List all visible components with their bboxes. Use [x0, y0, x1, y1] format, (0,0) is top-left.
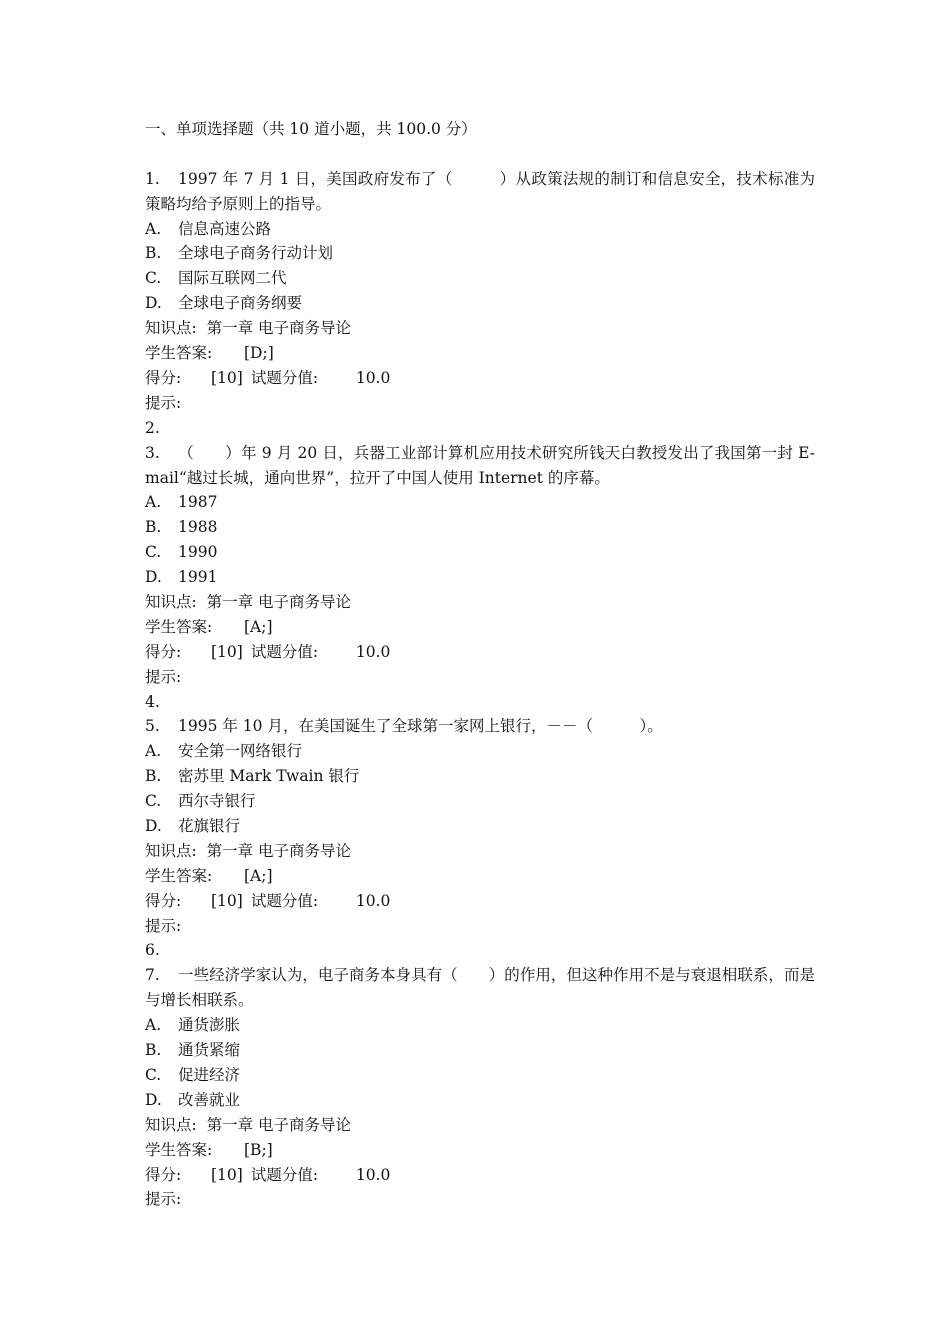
- knowledge-value: 第一章 电子商务导论: [206, 319, 352, 338]
- option-b: [145, 515, 815, 540]
- knowledge-label: 知识点:: [145, 592, 197, 611]
- student-answer: [145, 615, 815, 640]
- score-label: 得分:: [145, 368, 182, 387]
- option-c: [145, 540, 815, 565]
- next-question-number: 6.: [145, 941, 160, 960]
- option-letter: A.: [145, 219, 162, 238]
- option-text: 信息高速公路: [178, 219, 272, 238]
- option-text: 花旗银行: [178, 817, 241, 836]
- option-c: [145, 1063, 815, 1088]
- student-answer-value: [B;]: [244, 1140, 273, 1159]
- option-text: 密苏里 Mark Twain 银行: [178, 767, 360, 786]
- item-value: 10.0: [355, 642, 391, 661]
- option-b: [145, 764, 815, 789]
- option-c: [145, 789, 815, 814]
- option-c: [145, 266, 815, 291]
- option-text: 1990: [178, 543, 218, 562]
- option-letter: B.: [145, 518, 162, 537]
- question-number: 1.: [145, 169, 160, 188]
- option-text: 国际互联网二代: [178, 269, 287, 288]
- option-letter: B.: [145, 244, 162, 263]
- score-line: [145, 366, 815, 391]
- item-value: 10.0: [355, 368, 391, 387]
- option-letter: C.: [145, 269, 162, 288]
- student-answer-label: 学生答案:: [145, 866, 213, 885]
- option-letter: B.: [145, 1041, 162, 1060]
- student-answer-label: 学生答案:: [145, 617, 213, 636]
- document-page: [145, 117, 815, 1212]
- question-stem: [145, 714, 815, 739]
- question-text: 一些经济学家认为，电子商务本身具有（ ）的作用，但这种作用不是与衰退相联系，而是与增长相联系。: [145, 966, 815, 1010]
- option-letter: D.: [145, 1090, 162, 1109]
- option-text: 通货澎胀: [178, 1016, 241, 1035]
- option-letter: D.: [145, 294, 162, 313]
- item-value: 10.0: [355, 891, 391, 910]
- item-value-label: 试题分值:: [250, 1165, 319, 1184]
- student-answer-value: [A;]: [244, 866, 273, 885]
- option-a: [145, 217, 815, 242]
- score-line: [145, 889, 815, 914]
- hint-line: 提示:: [145, 667, 182, 686]
- question-block: [145, 441, 815, 715]
- score-line: [145, 640, 815, 665]
- knowledge-point: [145, 316, 815, 341]
- question-number: 3.: [145, 443, 160, 462]
- option-text: 西尔寺银行: [178, 792, 256, 811]
- option-letter: C.: [145, 543, 162, 562]
- score-value: [10]: [211, 368, 243, 387]
- question-stem: [145, 441, 815, 491]
- option-d: [145, 291, 815, 316]
- student-answer: [145, 864, 815, 889]
- question-text: 1997 年 7 月 1 日，美国政府发布了（ ）从政策法规的制订和信息安全，技术标准为策略均给予原则上的指导。: [145, 169, 815, 213]
- question-block: [145, 167, 815, 441]
- score-line: [145, 1163, 815, 1188]
- student-answer-label: 学生答案:: [145, 1140, 213, 1159]
- option-d: [145, 1088, 815, 1113]
- knowledge-point: [145, 1113, 815, 1138]
- option-a: [145, 739, 815, 764]
- option-letter: B.: [145, 767, 162, 786]
- next-question-number: 2.: [145, 418, 160, 437]
- option-b: [145, 241, 815, 266]
- next-question-number: 4.: [145, 692, 160, 711]
- knowledge-label: 知识点:: [145, 841, 197, 860]
- student-answer-label: 学生答案:: [145, 344, 213, 363]
- option-text: 1987: [178, 493, 218, 512]
- score-label: 得分:: [145, 642, 182, 661]
- question-block: [145, 963, 815, 1212]
- option-a: [145, 1013, 815, 1038]
- question-stem: [145, 963, 815, 1013]
- knowledge-point: [145, 590, 815, 615]
- option-text: 安全第一网络银行: [178, 742, 303, 761]
- knowledge-label: 知识点:: [145, 319, 197, 338]
- option-letter: D.: [145, 817, 162, 836]
- option-letter: C.: [145, 792, 162, 811]
- hint-line: 提示:: [145, 393, 182, 412]
- item-value-label: 试题分值:: [250, 368, 319, 387]
- knowledge-label: 知识点:: [145, 1115, 197, 1134]
- question-number: 5.: [145, 717, 160, 736]
- score-label: 得分:: [145, 1165, 182, 1184]
- item-value-label: 试题分值:: [250, 891, 319, 910]
- knowledge-value: 第一章 电子商务导论: [206, 592, 352, 611]
- option-text: 全球电子商务纲要: [178, 294, 303, 313]
- option-text: 改善就业: [178, 1090, 241, 1109]
- knowledge-value: 第一章 电子商务导论: [206, 841, 352, 860]
- question-text: （ ）年 9 月 20 日，兵器工业部计算机应用技术研究所钱天白教授发出了我国第一封 E-mail“越过长城，通向世界”，拉开了中国人使用 Internet 的序幕。: [145, 443, 815, 487]
- student-answer: [145, 341, 815, 366]
- hint-line: 提示:: [145, 916, 182, 935]
- option-d: [145, 814, 815, 839]
- option-text: 1988: [178, 518, 218, 537]
- score-value: [10]: [211, 891, 243, 910]
- question-block: [145, 714, 815, 963]
- option-letter: A.: [145, 493, 162, 512]
- score-value: [10]: [211, 642, 243, 661]
- score-value: [10]: [211, 1165, 243, 1184]
- knowledge-value: 第一章 电子商务导论: [206, 1115, 352, 1134]
- question-text: 1995 年 10 月，在美国诞生了全球第一家网上银行，－－（ ）。: [178, 717, 663, 736]
- option-letter: C.: [145, 1065, 162, 1084]
- option-text: 促进经济: [178, 1065, 241, 1084]
- item-value-label: 试题分值:: [250, 642, 319, 661]
- student-answer-value: [A;]: [244, 617, 273, 636]
- section-title: 一、单项选择题（共 10 道小题，共 100.0 分）: [145, 120, 477, 138]
- option-a: [145, 490, 815, 515]
- option-letter: A.: [145, 742, 162, 761]
- item-value: 10.0: [355, 1165, 391, 1184]
- student-answer-value: [D;]: [244, 344, 274, 363]
- question-stem: [145, 167, 815, 217]
- student-answer: [145, 1138, 815, 1163]
- question-number: 7.: [145, 966, 160, 985]
- knowledge-point: [145, 839, 815, 864]
- option-letter: D.: [145, 568, 162, 587]
- score-label: 得分:: [145, 891, 182, 910]
- option-letter: A.: [145, 1016, 162, 1035]
- option-text: 通货紧缩: [178, 1041, 241, 1060]
- option-b: [145, 1038, 815, 1063]
- option-text: 全球电子商务行动计划: [178, 244, 334, 263]
- option-text: 1991: [178, 568, 218, 587]
- option-d: [145, 565, 815, 590]
- hint-line: 提示:: [145, 1190, 182, 1209]
